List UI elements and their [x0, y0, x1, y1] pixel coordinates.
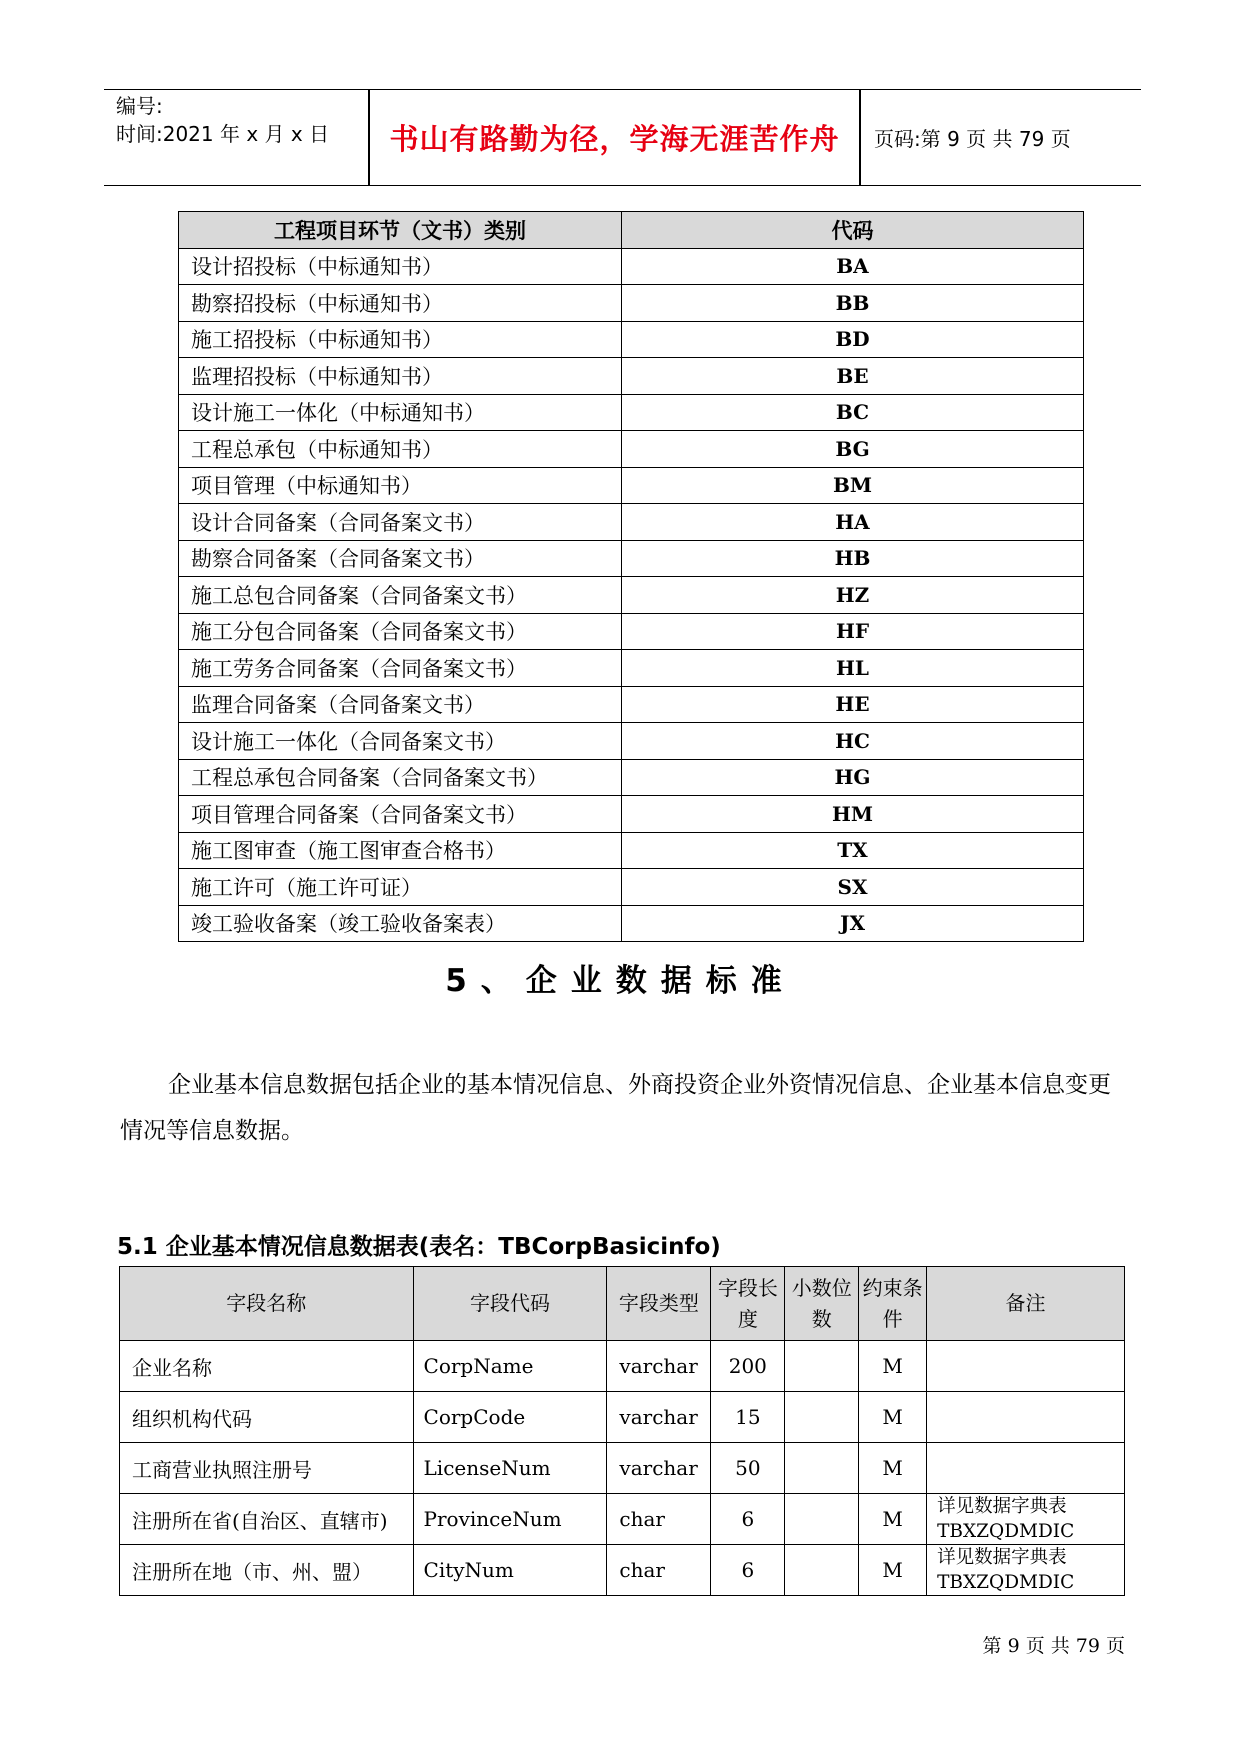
- field-header-constraint: 约束条件: [859, 1267, 927, 1341]
- table-row: [120, 1545, 1125, 1596]
- table-row: [179, 869, 1084, 906]
- field-table: [119, 1266, 1125, 1596]
- code-cell: HC: [622, 723, 1084, 760]
- code-table-header-category: 工程项目环节（文书）类别: [179, 212, 622, 249]
- table-row: [179, 248, 1084, 285]
- category-cell: 监理招投标（中标通知书）: [179, 358, 622, 395]
- category-cell: 勘察合同备案（合同备案文书）: [179, 540, 622, 577]
- table-row: [179, 394, 1084, 431]
- table-row: [179, 723, 1084, 760]
- category-cell: 设计施工一体化（中标通知书）: [179, 394, 622, 431]
- code-table-body: [179, 248, 1084, 942]
- code-cell: TX: [622, 832, 1084, 869]
- field-header-code: 字段代码: [413, 1267, 607, 1341]
- table-row: [120, 1443, 1125, 1494]
- table-row: [179, 321, 1084, 358]
- category-cell: 设计合同备案（合同备案文书）: [179, 504, 622, 541]
- field-decimals-cell: [785, 1545, 859, 1596]
- table-row: [179, 650, 1084, 687]
- table-row: [179, 905, 1084, 942]
- category-cell: 项目管理合同备案（合同备案文书）: [179, 796, 622, 833]
- table-row: [179, 540, 1084, 577]
- header-divider: [859, 90, 861, 185]
- code-cell: SX: [622, 869, 1084, 906]
- category-cell: 设计招投标（中标通知书）: [179, 248, 622, 285]
- table-row: [179, 504, 1084, 541]
- table-row: [179, 686, 1084, 723]
- code-cell: BC: [622, 394, 1084, 431]
- field-constraint-cell: M: [859, 1443, 927, 1494]
- code-table-header: [179, 212, 1084, 249]
- field-note-cell: [927, 1443, 1125, 1494]
- table-row: [179, 577, 1084, 614]
- table-row: [179, 431, 1084, 468]
- code-cell: HE: [622, 686, 1084, 723]
- field-constraint-cell: M: [859, 1392, 927, 1443]
- category-cell: 设计施工一体化（合同备案文书）: [179, 723, 622, 760]
- code-cell: JX: [622, 905, 1084, 942]
- page-footer: 第 9 页 共 79 页: [982, 1635, 1125, 1657]
- table-row: [179, 358, 1084, 395]
- subsection-title: 5.1 企业基本情况信息数据表(表名：TBCorpBasicinfo): [117, 1234, 721, 1260]
- code-cell: BB: [622, 285, 1084, 322]
- code-cell: HM: [622, 796, 1084, 833]
- field-decimals-cell: [785, 1341, 859, 1392]
- category-cell: 工程总承包（中标通知书）: [179, 431, 622, 468]
- field-length-cell: 200: [711, 1341, 785, 1392]
- table-row: [179, 759, 1084, 796]
- code-table: [178, 211, 1084, 942]
- field-code-cell: CorpCode: [413, 1392, 607, 1443]
- field-code-cell: LicenseNum: [413, 1443, 607, 1494]
- table-row: [179, 613, 1084, 650]
- field-header-name: 字段名称: [120, 1267, 414, 1341]
- code-cell: HG: [622, 759, 1084, 796]
- field-code-cell: ProvinceNum: [413, 1494, 607, 1545]
- field-length-cell: 50: [711, 1443, 785, 1494]
- field-note-cell: 详见数据字典表 TBXZQDMDIC: [927, 1494, 1125, 1545]
- field-table-header: [120, 1267, 1125, 1341]
- section-title: 5、企业数据标准: [445, 963, 796, 999]
- field-constraint-cell: M: [859, 1341, 927, 1392]
- field-type-cell: varchar: [607, 1443, 711, 1494]
- category-cell: 施工图审查（施工图审查合格书）: [179, 832, 622, 869]
- field-note-cell: [927, 1341, 1125, 1392]
- category-cell: 施工许可（施工许可证）: [179, 869, 622, 906]
- field-decimals-cell: [785, 1443, 859, 1494]
- field-code-cell: CityNum: [413, 1545, 607, 1596]
- field-name-cell: 工商营业执照注册号: [120, 1443, 414, 1494]
- code-cell: BE: [622, 358, 1084, 395]
- field-header-decimals: 小数位数: [785, 1267, 859, 1341]
- table-row: [120, 1494, 1125, 1545]
- time-label: 时间:2021 年 x 月 x 日: [116, 122, 330, 146]
- field-name-cell: 注册所在省(自治区、直辖市): [120, 1494, 414, 1545]
- category-cell: 施工总包合同备案（合同备案文书）: [179, 577, 622, 614]
- field-note-cell: [927, 1392, 1125, 1443]
- field-length-cell: 6: [711, 1545, 785, 1596]
- table-row: [179, 285, 1084, 322]
- field-constraint-cell: M: [859, 1545, 927, 1596]
- table-row: [120, 1341, 1125, 1392]
- field-decimals-cell: [785, 1392, 859, 1443]
- field-name-cell: 企业名称: [120, 1341, 414, 1392]
- field-type-cell: char: [607, 1545, 711, 1596]
- category-cell: 项目管理（中标通知书）: [179, 467, 622, 504]
- field-name-cell: 注册所在地（市、州、盟）: [120, 1545, 414, 1596]
- category-cell: 竣工验收备案（竣工验收备案表）: [179, 905, 622, 942]
- category-cell: 监理合同备案（合同备案文书）: [179, 686, 622, 723]
- code-cell: HZ: [622, 577, 1084, 614]
- table-row: [120, 1392, 1125, 1443]
- field-header-note: 备注: [927, 1267, 1125, 1341]
- code-cell: HA: [622, 504, 1084, 541]
- field-header-length: 字段长度: [711, 1267, 785, 1341]
- category-cell: 施工分包合同备案（合同备案文书）: [179, 613, 622, 650]
- field-length-cell: 15: [711, 1392, 785, 1443]
- code-cell: HL: [622, 650, 1084, 687]
- code-cell: BD: [622, 321, 1084, 358]
- header-meta: [116, 92, 366, 148]
- category-cell: 施工招投标（中标通知书）: [179, 321, 622, 358]
- category-cell: 工程总承包合同备案（合同备案文书）: [179, 759, 622, 796]
- code-table-header-code: 代码: [622, 212, 1084, 249]
- header-page-label: 页码:第 9 页 共 79 页: [874, 127, 1071, 151]
- code-cell: HB: [622, 540, 1084, 577]
- field-name-cell: 组织机构代码: [120, 1392, 414, 1443]
- number-label: 编号:: [116, 94, 163, 118]
- category-cell: 施工劳务合同备案（合同备案文书）: [179, 650, 622, 687]
- table-row: [179, 467, 1084, 504]
- field-type-cell: char: [607, 1494, 711, 1545]
- field-decimals-cell: [785, 1494, 859, 1545]
- field-note-cell: 详见数据字典表 TBXZQDMDIC: [927, 1545, 1125, 1596]
- field-constraint-cell: M: [859, 1494, 927, 1545]
- table-row: [179, 796, 1084, 833]
- code-cell: BM: [622, 467, 1084, 504]
- field-table-body: [120, 1341, 1125, 1596]
- page-header: [104, 89, 1141, 186]
- field-type-cell: varchar: [607, 1341, 711, 1392]
- category-cell: 勘察招投标（中标通知书）: [179, 285, 622, 322]
- field-header-type: 字段类型: [607, 1267, 711, 1341]
- intro-paragraph: 企业基本信息数据包括企业的基本情况信息、外商投资企业外资情况信息、企业基本信息变更情况等信息数据。: [120, 1072, 1111, 1144]
- header-motto: 书山有路勤为径，学海无涯苦作舟: [389, 122, 840, 156]
- field-type-cell: varchar: [607, 1392, 711, 1443]
- code-cell: HF: [622, 613, 1084, 650]
- field-length-cell: 6: [711, 1494, 785, 1545]
- field-code-cell: CorpName: [413, 1341, 607, 1392]
- code-cell: BA: [622, 248, 1084, 285]
- code-cell: BG: [622, 431, 1084, 468]
- table-row: [179, 832, 1084, 869]
